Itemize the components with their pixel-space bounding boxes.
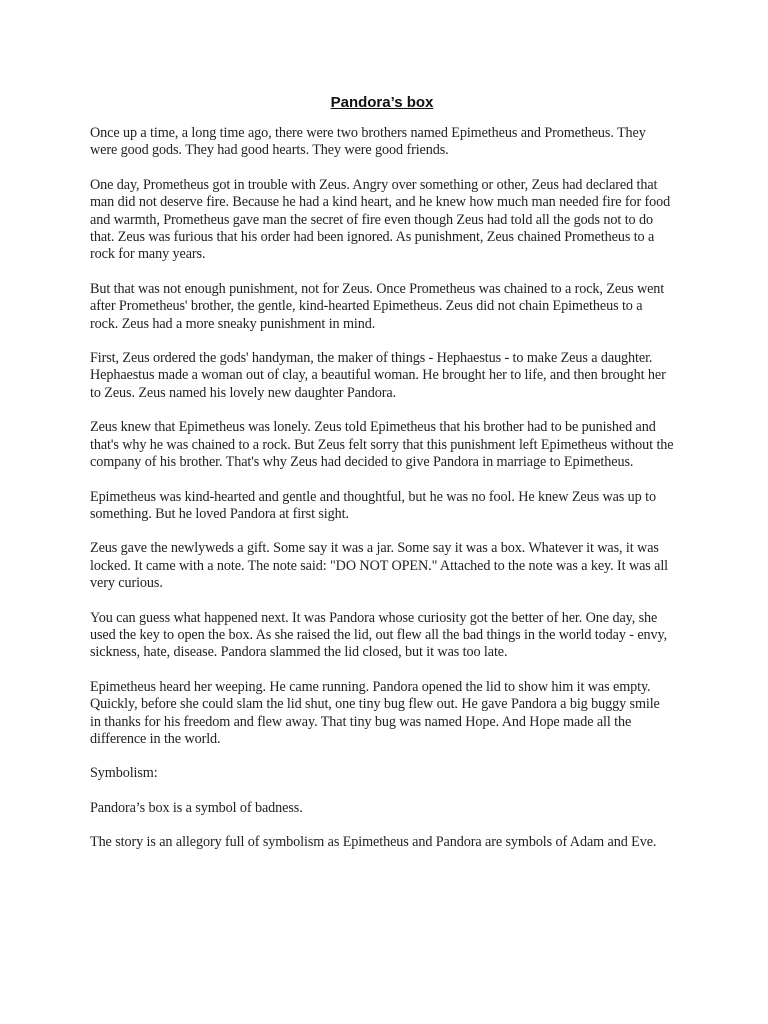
paragraph-intro: Once up a time, a long time ago, there were two brothers named Epimetheus and Prometheus. They were good gods. They had good hearts. They were good friends. (90, 125, 646, 159)
paragraph-pandora-created: First, Zeus ordered the gods' handyman, the maker of things - Hephaestus - to make Zeus a daughter. Hephaestus made a woman out of clay, a beautiful woman. He brought her to life, and then brought her to Zeus. Zeus named his lovely new daughter Pandora. (90, 350, 666, 401)
paragraph-epimetheus: But that was not enough punishment, not for Zeus. Once Prometheus was chained to a rock, Zeus went after Prometheus' brother, the gentle, kind-hearted Epimetheus. Zeus did not chain Epimetheus to a rock. Zeus had a more sneaky punishment in mind. (90, 280, 665, 332)
paragraph-marriage: Zeus knew that Epimetheus was lonely. Zeus told Epimetheus that his brother had to be punished and that's why he was chained to a rock. But Zeus felt sorry that this punishment left Epimetheus without the company of his brother. That's why Zeus had decided to give Pandora in marriage to Epimetheus. (90, 419, 674, 471)
document-title: Pandora’s box (330, 94, 434, 111)
paragraph-first-sight: Epimetheus was kind-hearted and gentle and thoughtful, but he was no fool. He knew Zeus was up to something. But he loved Pandora at first sight. (90, 488, 656, 522)
paragraph-allegory: The story is an allegory full of symbolism as Epimetheus and Pandora are symbols of Adam and Eve. (90, 834, 657, 851)
paragraph-symbolism-heading: Symbolism: (90, 765, 158, 782)
paragraph-gift: Zeus gave the newlyweds a gift. Some say it was a jar. Some say it was a box. Whatever it was, it was locked. It came with a note. The note said: "DO NOT OPEN." Attached to the note was a key. It was all very curious. (90, 540, 669, 592)
paragraph-symbol-badness: Pandora’s box is a symbol of badness. (90, 799, 303, 816)
paragraph-hope: Epimetheus heard her weeping. He came running. Pandora opened the lid to show him it was empty. Quickly, before she could slam the lid shut, one tiny bug flew out. He gave Pandora a big buggy smile in thanks for his freedom and flew away. That tiny bug was named Hope. And Hope made all the difference in the world. (90, 678, 660, 747)
paragraph-box-opened: You can guess what happened next. It was Pandora whose curiosity got the better of her. One day, she used the key to open the box. As she raised the lid, out flew all the bad things in the world today - envy, sickness, hate, disease. Pandora slammed the lid closed, but it was too late. (90, 609, 668, 661)
paragraph-prometheus-punished: One day, Prometheus got in trouble with Zeus. Angry over something or other, Zeus had declared that man did not deserve fire. Because he had a kind heart, and he knew how much man needed fire for food and warmth, Prometheus gave man the secret of fire even though Zeus had told all the gods not to do that. Zeus was furious that his order had been ignored. As punishment, Zeus chained Prometheus to a rock for many years. (90, 176, 671, 263)
